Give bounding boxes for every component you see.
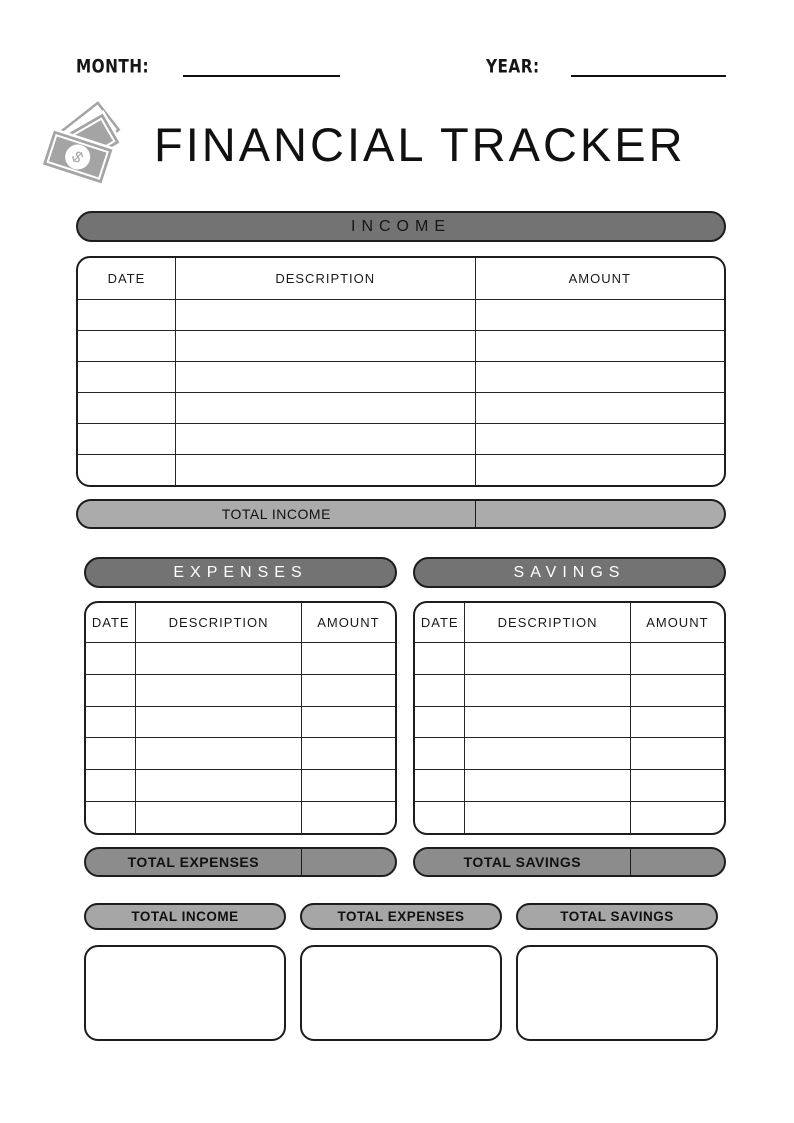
empty-cell[interactable] bbox=[175, 300, 475, 330]
branding bbox=[67, 94, 726, 194]
savings-section bbox=[413, 557, 726, 877]
empty-cell[interactable] bbox=[464, 802, 629, 833]
empty-cell[interactable] bbox=[86, 770, 135, 801]
table-row[interactable] bbox=[415, 706, 724, 738]
income-table-header-row bbox=[78, 258, 724, 299]
savings-table bbox=[413, 601, 726, 835]
table-row[interactable] bbox=[78, 330, 724, 361]
empty-cell[interactable] bbox=[135, 770, 300, 801]
savings-header-label: SAVINGS bbox=[513, 563, 626, 581]
empty-cell[interactable] bbox=[630, 770, 724, 801]
empty-cell[interactable] bbox=[301, 770, 395, 801]
income-header-label: INCOME bbox=[351, 217, 451, 235]
empty-cell[interactable] bbox=[86, 738, 135, 769]
table-row[interactable] bbox=[415, 769, 724, 801]
empty-cell[interactable] bbox=[475, 300, 724, 330]
table-row[interactable] bbox=[415, 737, 724, 769]
savings-col-description: DESCRIPTION bbox=[464, 603, 629, 642]
empty-cell[interactable] bbox=[630, 675, 724, 706]
total-income-bar bbox=[76, 499, 726, 529]
summary-row bbox=[76, 903, 726, 1041]
money-bills-icon bbox=[32, 94, 132, 194]
income-section bbox=[76, 211, 726, 529]
empty-cell[interactable] bbox=[78, 424, 175, 454]
empty-cell[interactable] bbox=[175, 331, 475, 361]
table-row[interactable] bbox=[86, 674, 395, 706]
summary-total-income-box[interactable] bbox=[84, 945, 286, 1041]
empty-cell[interactable] bbox=[475, 455, 724, 485]
expenses-savings-row bbox=[76, 557, 726, 877]
empty-cell[interactable] bbox=[475, 424, 724, 454]
empty-cell[interactable] bbox=[135, 707, 300, 738]
total-expenses-amount-cell[interactable] bbox=[301, 849, 395, 875]
table-row[interactable] bbox=[78, 299, 724, 330]
total-income-label: TOTAL INCOME bbox=[221, 506, 331, 522]
empty-cell[interactable] bbox=[301, 738, 395, 769]
empty-cell[interactable] bbox=[464, 738, 629, 769]
expenses-col-description: DESCRIPTION bbox=[135, 603, 300, 642]
summary-total-expenses-box[interactable] bbox=[300, 945, 502, 1041]
empty-cell[interactable] bbox=[475, 331, 724, 361]
empty-cell[interactable] bbox=[175, 393, 475, 423]
income-table-body bbox=[78, 299, 724, 485]
summary-total-savings-pill: TOTAL SAVINGS bbox=[516, 903, 718, 930]
empty-cell[interactable] bbox=[135, 738, 300, 769]
table-row[interactable] bbox=[78, 423, 724, 454]
income-col-date: DATE bbox=[107, 271, 146, 286]
total-savings-label: TOTAL SAVINGS bbox=[463, 853, 582, 870]
income-table bbox=[76, 256, 726, 487]
table-row[interactable] bbox=[86, 801, 395, 833]
empty-cell[interactable] bbox=[415, 675, 464, 706]
expenses-col-date: DATE bbox=[91, 615, 130, 630]
empty-cell[interactable] bbox=[464, 707, 629, 738]
year-label: YEAR: bbox=[486, 55, 540, 78]
empty-cell[interactable] bbox=[86, 675, 135, 706]
empty-cell[interactable] bbox=[78, 455, 175, 485]
total-expenses-label: TOTAL EXPENSES bbox=[127, 853, 260, 870]
expenses-section bbox=[84, 557, 397, 877]
table-row[interactable] bbox=[86, 737, 395, 769]
empty-cell[interactable] bbox=[175, 455, 475, 485]
table-row[interactable] bbox=[86, 706, 395, 738]
total-savings-amount-cell[interactable] bbox=[630, 849, 724, 875]
expenses-table-body bbox=[86, 642, 395, 833]
empty-cell[interactable] bbox=[86, 643, 135, 674]
empty-cell[interactable] bbox=[415, 802, 464, 833]
empty-cell[interactable] bbox=[175, 424, 475, 454]
year-field bbox=[486, 55, 726, 78]
table-row[interactable] bbox=[415, 674, 724, 706]
empty-cell[interactable] bbox=[78, 393, 175, 423]
savings-table-header-row bbox=[415, 603, 724, 642]
total-expenses-bar bbox=[84, 847, 397, 877]
year-input-line[interactable] bbox=[571, 75, 726, 77]
empty-cell[interactable] bbox=[175, 362, 475, 392]
empty-cell[interactable] bbox=[86, 707, 135, 738]
expenses-header-label: EXPENSES bbox=[173, 563, 308, 581]
summary-total-income bbox=[84, 903, 286, 1041]
empty-cell[interactable] bbox=[464, 643, 629, 674]
empty-cell[interactable] bbox=[475, 393, 724, 423]
income-section-header bbox=[76, 211, 726, 242]
savings-col-amount: AMOUNT bbox=[630, 603, 724, 642]
savings-table-body bbox=[415, 642, 724, 833]
table-row[interactable] bbox=[415, 801, 724, 833]
empty-cell[interactable] bbox=[630, 643, 724, 674]
summary-total-savings-box[interactable] bbox=[516, 945, 718, 1041]
summary-total-expenses-pill: TOTAL EXPENSES bbox=[300, 903, 502, 930]
table-row[interactable] bbox=[415, 642, 724, 674]
expenses-col-amount: AMOUNT bbox=[301, 603, 395, 642]
empty-cell[interactable] bbox=[630, 738, 724, 769]
empty-cell[interactable] bbox=[301, 802, 395, 833]
table-row[interactable] bbox=[78, 454, 724, 485]
empty-cell[interactable] bbox=[415, 643, 464, 674]
empty-cell[interactable] bbox=[464, 675, 629, 706]
expenses-section-header bbox=[84, 557, 397, 588]
page-title: FINANCIAL TRACKER bbox=[154, 117, 686, 171]
empty-cell[interactable] bbox=[86, 802, 135, 833]
table-row[interactable] bbox=[86, 642, 395, 674]
empty-cell[interactable] bbox=[301, 675, 395, 706]
empty-cell[interactable] bbox=[135, 802, 300, 833]
income-col-amount: AMOUNT bbox=[475, 258, 724, 299]
summary-total-savings bbox=[516, 903, 718, 1041]
expenses-table-header-row bbox=[86, 603, 395, 642]
empty-cell[interactable] bbox=[135, 675, 300, 706]
income-col-description: DESCRIPTION bbox=[175, 258, 475, 299]
total-savings-bar bbox=[413, 847, 726, 877]
dollar-sign-glyph: $ bbox=[67, 148, 87, 167]
empty-cell[interactable] bbox=[475, 362, 724, 392]
empty-cell[interactable] bbox=[301, 643, 395, 674]
summary-total-income-pill: TOTAL INCOME bbox=[84, 903, 286, 930]
empty-cell[interactable] bbox=[78, 300, 175, 330]
month-input-line[interactable] bbox=[183, 75, 340, 77]
expenses-table bbox=[84, 601, 397, 835]
empty-cell[interactable] bbox=[464, 770, 629, 801]
empty-cell[interactable] bbox=[135, 643, 300, 674]
empty-cell[interactable] bbox=[630, 802, 724, 833]
empty-cell[interactable] bbox=[301, 707, 395, 738]
empty-cell[interactable] bbox=[630, 707, 724, 738]
savings-section-header bbox=[413, 557, 726, 588]
table-row[interactable] bbox=[86, 769, 395, 801]
summary-total-expenses bbox=[300, 903, 502, 1041]
table-row[interactable] bbox=[78, 392, 724, 423]
empty-cell[interactable] bbox=[78, 331, 175, 361]
empty-cell[interactable] bbox=[415, 770, 464, 801]
empty-cell[interactable] bbox=[78, 362, 175, 392]
month-label: MONTH: bbox=[76, 55, 150, 78]
savings-col-date: DATE bbox=[420, 615, 459, 630]
month-field bbox=[76, 55, 340, 78]
month-year-row bbox=[76, 55, 726, 78]
empty-cell[interactable] bbox=[415, 707, 464, 738]
table-row[interactable] bbox=[78, 361, 724, 392]
empty-cell[interactable] bbox=[415, 738, 464, 769]
total-income-amount-cell[interactable] bbox=[475, 501, 724, 527]
